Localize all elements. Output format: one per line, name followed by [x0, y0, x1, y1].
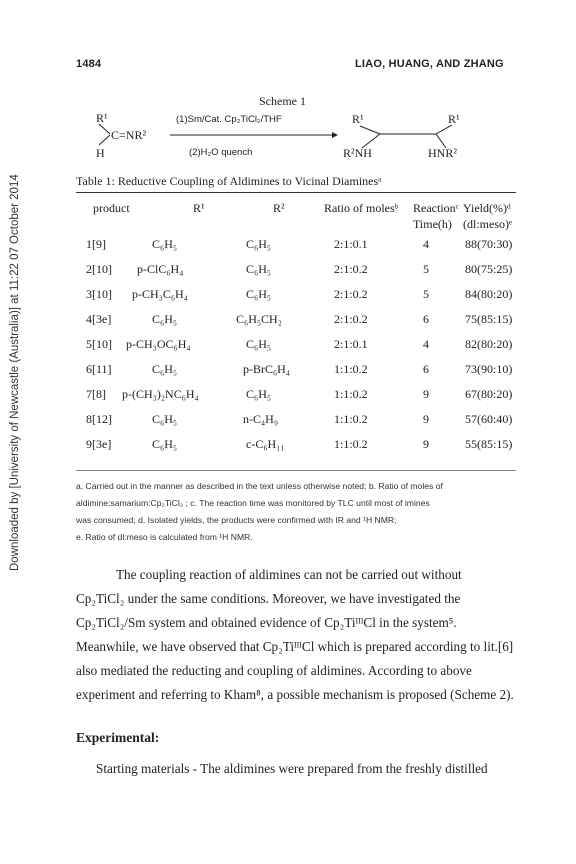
table-row-3-r1: p-CH₃C₆H₄	[132, 287, 188, 301]
page-number: 1484	[76, 58, 102, 70]
table-row-1-r2: C₆H₅	[246, 237, 272, 251]
reagent-step-2: (2)H₂O quench	[189, 147, 253, 158]
download-watermark: Downloaded by [University of Newcastle (Australia)] at 11:22 07 October 2014	[9, 174, 21, 571]
table-row-2-r2: C₆H₅	[246, 262, 272, 276]
table-row-1-ratio: 2:1:0.1	[334, 237, 368, 251]
table-row-5-r2: C₆H₅	[246, 337, 272, 351]
col-header-product: product	[93, 201, 130, 215]
table-row-7-r1: p-(CH₃)₂NC₆H₄	[122, 387, 199, 401]
col-header-reaction: Reactionᶜ	[413, 201, 459, 215]
table-row-5-ratio: 2:1:0.1	[334, 337, 368, 351]
table-row-3-product: 3[10]	[86, 287, 112, 301]
paragraph-line-6: experiment and referring to Kham⁸, a possible mechanism is proposed (Scheme 2).	[76, 687, 514, 702]
reagent-step-1: (1)Sm/Cat. Cp₂TiCl₂/THF	[176, 114, 282, 125]
footnote-line-1: a. Carried out in the manner as described in the text unless otherwise noted; b. Ratio of moles of	[76, 481, 443, 491]
table-row-8-product: 8[12]	[86, 412, 112, 426]
table-caption: Table 1: Reductive Coupling of Aldimines to Vicinal Diaminesᵃ	[76, 174, 382, 188]
table-row-4-time: 6	[423, 312, 429, 326]
table-row-3-time: 5	[423, 287, 429, 301]
section-first-line: Starting materials - The aldimines were prepared from the freshly distilled	[96, 761, 488, 776]
table-row-6-r1: C₆H₅	[152, 362, 178, 376]
paragraph-line-5: also mediated the reducting and coupling of aldimines. According to above	[76, 663, 472, 678]
table-row-3-r2: C₆H₅	[246, 287, 272, 301]
product-nh-left: R²NH	[343, 146, 372, 160]
running-title: LIAO, HUANG, AND ZHANG	[355, 58, 504, 70]
table-row-8-ratio: 1:1:0.2	[334, 412, 368, 426]
reaction-arrow	[170, 130, 338, 140]
col-header-ratio: Ratio of molesᵇ	[324, 201, 399, 215]
table-row-8-time: 9	[423, 412, 429, 426]
reactant-r1: R¹	[96, 111, 108, 125]
table-row-8-r2: n-C₄H₉	[243, 412, 279, 426]
footnote-line-4: e. Ratio of dl:meso is calculated from ¹H NMR.	[76, 532, 253, 542]
table-row-6-ratio: 1:1:0.2	[334, 362, 368, 376]
reactant-h: H	[96, 146, 105, 160]
product-r1-left: R¹	[352, 112, 364, 126]
table-row-7-ratio: 1:1:0.2	[334, 387, 368, 401]
table-row-5-yield: 82(80:20)	[465, 337, 513, 351]
table-row-3-yield: 84(80:20)	[465, 287, 513, 301]
table-row-9-r2: c-C₆H₁₁	[246, 437, 285, 451]
product-nh-right: HNR²	[428, 146, 457, 160]
table-row-7-product: 7[8]	[86, 387, 106, 401]
table-row-6-time: 6	[423, 362, 429, 376]
product-r1-right: R¹	[448, 112, 460, 126]
table-row-6-r2: p-BrC₆H₄	[243, 362, 291, 376]
table-row-4-r1: C₆H₅	[152, 312, 178, 326]
table-row-6-product: 6[11]	[86, 362, 112, 376]
col-header-r2: R²	[273, 201, 285, 215]
footnote-line-2: aldimine:samarium:Cp₂TiCl₂ ; c. The reaction time was monitored by TLC until most of imines	[76, 498, 430, 508]
table-row-9-ratio: 1:1:0.2	[334, 437, 368, 451]
table-top-rule	[76, 192, 516, 193]
table-row-4-yield: 75(85:15)	[465, 312, 513, 326]
paragraph-line-3: Cp₂TiCl₂/Sm system and obtained evidence of Cp₂TiᴵᴵᴵCl in the system⁵.	[76, 615, 457, 630]
table-row-2-yield: 80(75:25)	[465, 262, 513, 276]
table-row-8-r1: C₆H₅	[152, 412, 178, 426]
table-row-7-time: 9	[423, 387, 429, 401]
table-row-4-ratio: 2:1:0.2	[334, 312, 368, 326]
paragraph-line-4: Meanwhile, we have observed that Cp₂TiᴵᴵᴵCl which is prepared according to lit.[6]	[76, 639, 514, 654]
table-row-9-time: 9	[423, 437, 429, 451]
col-header-r1: R¹	[193, 201, 205, 215]
col-header-yield: Yield(%)ᵈ	[463, 201, 511, 215]
table-row-5-r1: p-CH₃OC₆H₄	[126, 337, 191, 351]
table-bottom-rule	[76, 470, 516, 471]
table-row-7-r2: C₆H₅	[246, 387, 272, 401]
col-header-dl-meso: (dl:meso)ᵉ	[463, 217, 513, 231]
table-row-1-time: 4	[423, 237, 429, 251]
paragraph-line-2: Cp₂TiCl₂ under the same conditions. Moreover, we have investigated the	[76, 591, 461, 606]
table-row-2-time: 5	[423, 262, 429, 276]
table-row-1-r1: C₆H₅	[152, 237, 178, 251]
table-row-2-product: 2[10]	[86, 262, 112, 276]
table-row-9-r1: C₆H₅	[152, 437, 178, 451]
table-row-4-r2: C₆H₅CH₂	[236, 312, 282, 326]
section-heading: Experimental:	[76, 730, 160, 745]
table-row-2-ratio: 2:1:0.2	[334, 262, 368, 276]
paragraph-line-1: The coupling reaction of aldimines can not be carried out without	[116, 567, 462, 582]
table-row-3-ratio: 2:1:0.2	[334, 287, 368, 301]
table-row-7-yield: 67(80:20)	[465, 387, 513, 401]
table-row-6-yield: 73(90:10)	[465, 362, 513, 376]
scheme-title: Scheme 1	[259, 94, 306, 108]
table-row-5-time: 4	[423, 337, 429, 351]
table-row-1-product: 1[9]	[86, 237, 106, 251]
table-row-8-yield: 57(60:40)	[465, 412, 513, 426]
reactant-imine: C=NR²	[111, 128, 147, 142]
table-row-1-yield: 88(70:30)	[465, 237, 513, 251]
footnote-line-3: was consumed; d. Isolated yields, the products were confirmed with IR and ¹H NMR;	[76, 515, 397, 525]
table-row-9-product: 9[3e]	[86, 437, 112, 451]
table-row-4-product: 4[3e]	[86, 312, 112, 326]
table-row-9-yield: 55(85:15)	[465, 437, 513, 451]
col-header-time: Time(h)	[413, 217, 452, 231]
table-row-2-r1: p-ClC₆H₄	[137, 262, 184, 276]
table-row-5-product: 5[10]	[86, 337, 112, 351]
